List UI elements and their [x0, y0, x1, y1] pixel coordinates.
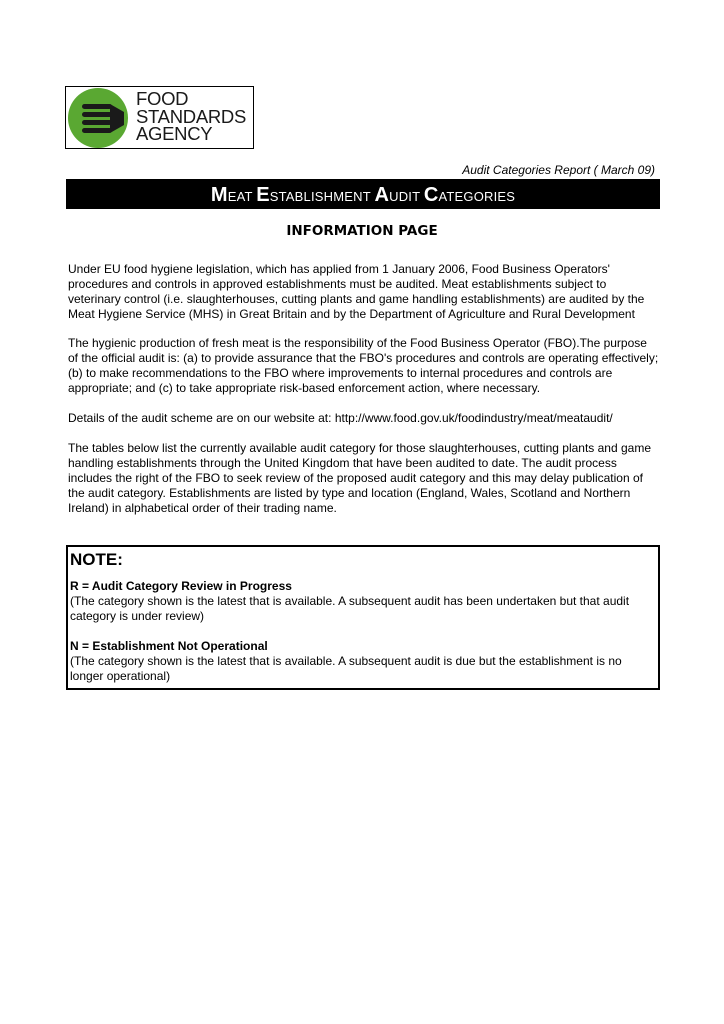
- title-cap-1: M: [210, 184, 228, 206]
- title-rest-4: ATEGORIES: [438, 189, 516, 204]
- paragraph-hygienic-production: The hygienic production of fresh meat is the responsibility of the Food Business Operator (FBO).The purpose of the official audit is: (a) to provide assurance that the FBO's procedures and controls are operating effectively; (b) to make recommendations to the FBO where improvements to internal procedures and controls are appropriate; and (c) to take appropriate risk-based enforcement action, where necessary.: [68, 336, 659, 395]
- note-desc-review: (The category shown is the latest that is available. A subsequent audit has been undertaken but that audit category is under review): [70, 594, 630, 623]
- title-rest-1: EAT: [227, 189, 253, 204]
- title-rest-2: STABLISHMENT: [269, 189, 371, 204]
- title-rest-3: UDIT: [389, 189, 421, 204]
- note-term-review: R = Audit Category Review in Progress: [70, 579, 292, 593]
- title-cap-2: E: [256, 184, 270, 206]
- note-desc-not-operational: (The category shown is the latest that is available. A subsequent audit is due but the establishment is no longer operational): [70, 654, 622, 683]
- note-box: [66, 545, 660, 690]
- food-standards-agency-logo: [65, 86, 254, 149]
- paragraph-website: Details of the audit scheme are on our website at: http://www.food.gov.uk/foodindustry/meat/meataudit/: [68, 411, 613, 425]
- note-title: NOTE:: [70, 550, 123, 569]
- paragraph-tables: The tables below list the currently available audit category for those slaughterhouses, cutting plants and game handling establishments through the United Kingdom that have been audited to date. The audit process includes the right of the FBO to seek review of the proposed audit category and this may delay publication of the audit category. Establishments are listed by type and location (England, Wales, Scotland and Northern Ireland) in alphabetical order of their trading name.: [68, 441, 652, 515]
- report-reference: Audit Categories Report ( March 09): [462, 163, 655, 177]
- note-term-not-operational: N = Establishment Not Operational: [70, 639, 268, 653]
- title-cap-3: A: [374, 184, 390, 206]
- logo-wordmark: [136, 90, 246, 143]
- paragraph-legislation: Under EU food hygiene legislation, which has applied from 1 January 2006, Food Business Operators' procedures and controls in approved establishments must be audited. Meat establishments subject to veterinary control (i.e. slaughterhouses, cutting plants and game handling establishments) are audited by the Meat Hygiene Service (MHS) in Great Britain and by the Department of Agriculture and Rural Development: [68, 262, 645, 321]
- title-cap-4: C: [423, 184, 439, 206]
- logo-line-1: FOOD: [136, 88, 189, 109]
- fork-in-circle-icon: [66, 87, 136, 149]
- page-title-bar: [66, 179, 660, 209]
- logo-line-3: AGENCY: [136, 123, 213, 144]
- logo-line-2: STANDARDS: [136, 105, 247, 127]
- page-heading: INFORMATION PAGE: [286, 223, 438, 239]
- note-spacer: [70, 624, 658, 639]
